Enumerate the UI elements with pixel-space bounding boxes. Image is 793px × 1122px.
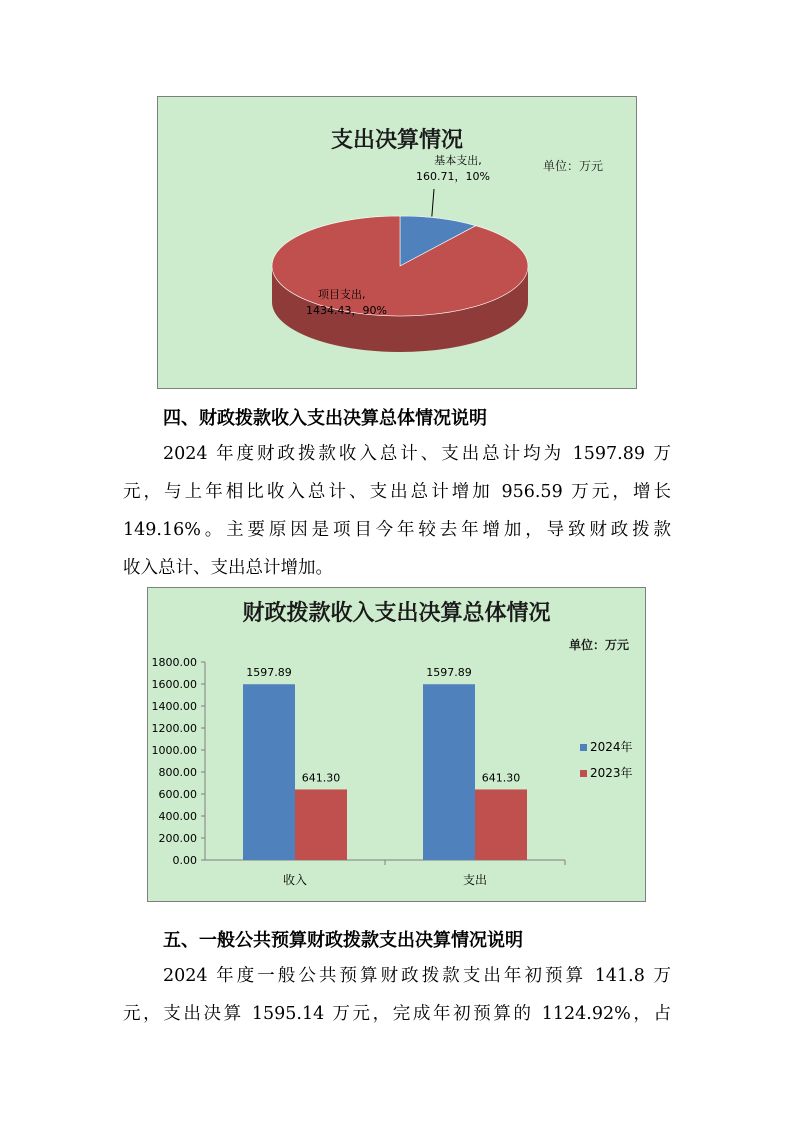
section5-line-1: 2024 年度一般公共预算财政拨款支出年初预算 141.8 万 xyxy=(163,966,671,986)
y-tick-label: 200.00 xyxy=(158,832,197,845)
legend-swatch-2023 xyxy=(580,770,587,777)
pie-chart-unit: 单位：万元 xyxy=(543,159,604,173)
y-tick-label: 0.00 xyxy=(172,854,197,867)
legend-label-2024: 2024年 xyxy=(590,740,633,754)
section4-line-2: 元，与上年相比收入总计、支出总计增加 956.59 万元，增长 xyxy=(123,482,671,502)
bar-2023-expense xyxy=(475,789,527,860)
section5-heading: 五、一般公共预算财政拨款支出决算情况说明 xyxy=(163,930,523,951)
bar-2023-income xyxy=(295,789,347,860)
pie-chart-plot xyxy=(158,97,636,388)
y-tick-label: 1200.00 xyxy=(151,722,197,735)
bar-value-label: 1597.89 xyxy=(246,666,292,680)
pie-label-basic xyxy=(416,153,490,185)
y-tick-label: 1800.00 xyxy=(151,656,197,669)
y-tick-label: 400.00 xyxy=(158,810,197,823)
bar-chart-title: 财政拨款收入支出决算总体情况 xyxy=(242,601,551,626)
bar-2024-income xyxy=(243,684,295,860)
section4-line-1: 2024 年度财政拨款收入总计、支出总计均为 1597.89 万 xyxy=(163,444,671,464)
y-tick-label: 800.00 xyxy=(158,766,197,779)
pie-label-basic-value: 160.71，10% xyxy=(416,170,490,183)
pie-chart-title: 支出决算情况 xyxy=(330,128,463,153)
x-category-label: 支出 xyxy=(462,873,488,887)
x-category-label: 收入 xyxy=(282,873,308,887)
bar-value-label: 1597.89 xyxy=(426,666,472,680)
pie-chart xyxy=(157,96,637,389)
bar-chart-unit: 单位：万元 xyxy=(569,638,630,652)
bar-chart xyxy=(147,587,646,902)
pie-label-basic-name: 基本支出, xyxy=(434,154,482,167)
legend-label-2023: 2023年 xyxy=(590,766,633,780)
section4-heading: 四、财政拨款收入支出决算总体情况说明 xyxy=(163,408,487,429)
bar-value-label: 641.30 xyxy=(301,771,341,785)
bar-2024-expense xyxy=(423,684,475,860)
section5-line-2: 元，支出决算 1595.14 万元，完成年初预算的 1124.92%，占 xyxy=(123,1004,671,1024)
pie-label-project xyxy=(306,287,387,319)
legend-swatch-2024 xyxy=(580,744,587,751)
pie-slice-project xyxy=(272,216,528,316)
y-tick-label: 600.00 xyxy=(158,788,197,801)
y-tick-label: 1400.00 xyxy=(151,700,197,713)
section4-line-3: 149.16%。主要原因是项目今年较去年增加，导致财政拨款 xyxy=(123,520,671,540)
section4-line-4: 收入总计、支出总计增加。 xyxy=(123,558,333,578)
bar-chart-plot xyxy=(148,588,645,901)
pie-leader-line xyxy=(432,189,434,216)
y-tick-label: 1000.00 xyxy=(151,744,197,757)
pie-label-project-name: 项目支出, xyxy=(318,288,366,301)
y-tick-label: 1600.00 xyxy=(151,678,197,691)
pie-label-project-value: 1434.43，90% xyxy=(306,304,387,317)
bar-value-label: 641.30 xyxy=(481,771,521,785)
